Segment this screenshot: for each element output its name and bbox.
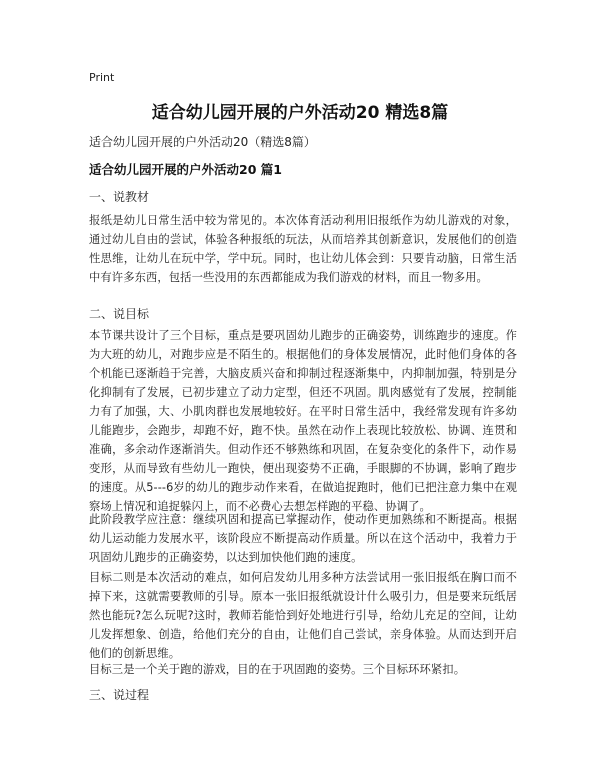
paragraph-goals-4: 目标三是一个关于跑的游戏，目的在于巩固跑的姿势。三个目标环环紧扣。 bbox=[89, 663, 466, 676]
section-title: 适合幼儿园开展的户外活动20 篇1 bbox=[89, 162, 282, 177]
document-subtitle: 适合幼儿园开展的户外活动20（精选8篇） bbox=[89, 135, 316, 149]
print-label: Print bbox=[89, 71, 115, 84]
document-title: 适合幼儿园开展的户外活动20 精选8篇 bbox=[151, 103, 449, 123]
paragraph-goals-3: 目标二则是本次活动的难点，如何启发幼儿用多种方法尝试用一张旧报纸在胸口而不掉下来，这就需要教师的引导。原本一张旧报纸就设计什么吸引力，但是要来玩纸居然也能玩?怎么玩呢?这时，教师若能恰到好处地进行引导，给幼儿充足的空间，让幼儿发挥想象、创造，给他们充分的自由，让他们自己尝试，亲身体验。从而达到开启他们的创新思维。 bbox=[89, 571, 517, 660]
paragraph-teaching-material: 报纸是幼儿日常生活中较为常见的。本次体育活动利用旧报纸作为幼儿游戏的对象，通过幼儿自由的尝试，体验各种报纸的玩法，从而培养其创新意识，发展他们的创造性思维，让幼儿在玩中学，学中玩。同时，也让幼儿体会到：只要肯动脑，日常生活中有许多东西，包括一些没用的东西都能成为我们游戏的材料，而且一物多用。 bbox=[89, 214, 517, 284]
heading-teaching-material: 一、说教材 bbox=[89, 190, 150, 204]
heading-goals: 二、说目标 bbox=[89, 307, 150, 321]
paragraph-goals-2: 此阶段教学应注意：继续巩固和提高已掌握动作，使动作更加熟练和不断提高。根据幼儿运动能力发展水平，该阶段应不断提高动作质量。所以在这个活动中，我着力于巩固幼儿跑步的正确姿势，以达到加快他们跑的速度。 bbox=[89, 513, 517, 564]
heading-process: 三、说过程 bbox=[89, 688, 150, 702]
paragraph-goals-1: 本节课共设计了三个目标，重点是要巩固幼儿跑步的正确姿势，训练跑步的速度。作为大班的幼儿，对跑步应是不陌生的。根据他们的身体发展情况，此时他们身体的各个机能已逐渐趋于完善，大脑皮质兴奋和抑制过程逐渐集中，内抑制加强，特别是分化抑制有了发展，已初步建立了动力定型，但还不巩固。肌肉感觉有了发展，控制能力有了加强，大、小肌肉群也发展地较好。在平时日常生活中，我经常发现有许多幼儿能跑步，会跑步，却跑不好，跑不快。虽然在动作上表现比较放松、协调、连贯和准确，多余动作逐渐消失。但动作还不够熟练和巩固，在复杂变化的条件下，动作易变形，从而导致有些幼儿一跑快，便出现姿势不正确，手眼脚的不协调，影响了跑步的速度。从5---6岁的幼儿的跑步动作来看，在做追捉跑时，他们已把注意力集中在观察场上情况和追捉躲闪上，而不必费心去想怎样跑的平稳、协调了。 bbox=[89, 329, 517, 513]
